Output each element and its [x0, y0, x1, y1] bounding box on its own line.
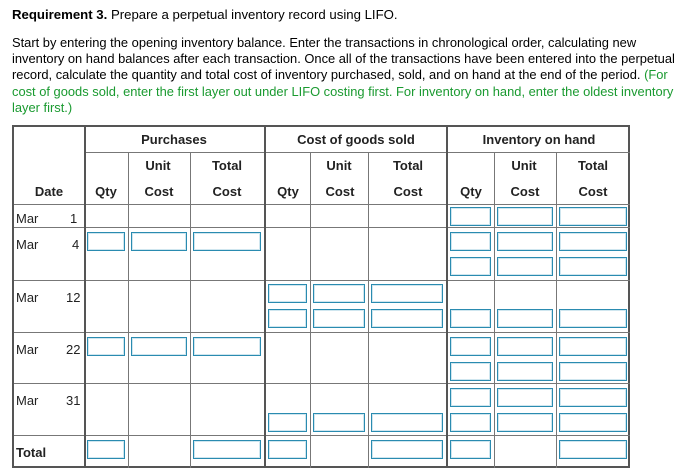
cogs-qty-label: Qty [277, 184, 299, 199]
input-ic-19[interactable] [497, 309, 553, 328]
cogs-total-label: Total [392, 158, 424, 173]
grid-line [264, 127, 266, 468]
input-pt-40[interactable] [193, 440, 261, 459]
input-cc-15[interactable] [313, 309, 365, 328]
input-iq-43[interactable] [450, 440, 491, 459]
header-cogs: Cost of goods sold [297, 132, 415, 147]
input-cc-34[interactable] [313, 413, 365, 432]
grid-line [556, 152, 557, 468]
requirement-label: Requirement 3. [12, 7, 108, 22]
input-ic-8[interactable] [497, 232, 553, 251]
input-cq-33[interactable] [268, 413, 307, 432]
input-pt-23[interactable] [193, 337, 261, 356]
input-ic-31[interactable] [497, 388, 553, 407]
cogs-unit-label: Unit [326, 158, 352, 173]
input-ic-26[interactable] [497, 337, 553, 356]
grid-line [84, 127, 86, 468]
inv-total-label: Total [577, 158, 609, 173]
row-mar1-day: 1 [70, 211, 78, 226]
input-cq-41[interactable] [268, 440, 307, 459]
input-ct-16[interactable] [371, 284, 443, 303]
input-it-10[interactable] [559, 232, 627, 251]
input-ct-17[interactable] [371, 309, 443, 328]
input-ic-27[interactable] [497, 362, 553, 381]
input-iq-0[interactable] [450, 207, 491, 226]
input-it-28[interactable] [559, 337, 627, 356]
input-it-2[interactable] [559, 207, 627, 226]
requirement-heading [12, 7, 398, 22]
grid-line [14, 383, 630, 384]
grid-line [128, 152, 129, 468]
grid-line [190, 152, 191, 468]
input-ic-37[interactable] [497, 413, 553, 432]
grid-line [494, 152, 495, 468]
row-mar22-day: 22 [66, 342, 81, 357]
perpetual-inventory-table [12, 125, 630, 468]
requirement-text: Prepare a perpetual inventory record using LIFO. [107, 7, 398, 22]
input-ct-42[interactable] [371, 440, 443, 459]
grid-line [14, 204, 630, 205]
input-it-20[interactable] [559, 309, 627, 328]
input-cq-12[interactable] [268, 284, 307, 303]
purchases-cost-label: Cost [144, 184, 174, 199]
header-inventory-on-hand: Inventory on hand [482, 132, 596, 147]
input-iq-18[interactable] [450, 309, 491, 328]
grid-line [84, 152, 630, 153]
row-mar31-day: 31 [66, 393, 81, 408]
instructions-main: Start by entering the opening inventory balance. Enter the transactions in chronological order, calculating new inventory on hand balances after each transaction. Once all of the transactions have been entered into the perpetual record, calculate the quantity and total cost of inventory purchased, sold, and on hand at the end of the period. [12, 35, 675, 83]
row-mar4-day: 4 [72, 237, 80, 252]
input-it-38[interactable] [559, 413, 627, 432]
row-mar4-month: Mar [16, 237, 39, 252]
header-purchases: Purchases [141, 132, 207, 147]
input-iq-25[interactable] [450, 362, 491, 381]
instructions [12, 35, 688, 116]
grid-line [446, 127, 448, 468]
input-ct-35[interactable] [371, 413, 443, 432]
input-cq-13[interactable] [268, 309, 307, 328]
inv-total-cost-label: Cost [578, 184, 608, 199]
cogs-total-cost-label: Cost [393, 184, 423, 199]
input-it-32[interactable] [559, 388, 627, 407]
input-cc-14[interactable] [313, 284, 365, 303]
grid-line [14, 332, 630, 333]
input-ic-9[interactable] [497, 257, 553, 276]
instructions-note: (For cost of goods sold, enter the first layer out under LIFO costing first. For inventory on hand, enter the oldest inventory layer first.) [12, 67, 674, 115]
input-pq-39[interactable] [87, 440, 125, 459]
input-it-44[interactable] [559, 440, 627, 459]
input-it-29[interactable] [559, 362, 627, 381]
date-header: Date [34, 184, 64, 199]
purchases-qty-label: Qty [95, 184, 117, 199]
row-mar31-month: Mar [16, 393, 39, 408]
cogs-cost-label: Cost [325, 184, 355, 199]
inv-qty-label: Qty [460, 184, 482, 199]
input-iq-30[interactable] [450, 388, 491, 407]
row-mar1-month: Mar [16, 211, 39, 226]
input-it-11[interactable] [559, 257, 627, 276]
grid-line [14, 227, 630, 228]
input-iq-7[interactable] [450, 257, 491, 276]
input-iq-24[interactable] [450, 337, 491, 356]
input-pq-3[interactable] [87, 232, 125, 251]
inv-cost-label: Cost [510, 184, 540, 199]
row-mar22-month: Mar [16, 342, 39, 357]
input-ic-1[interactable] [497, 207, 553, 226]
row-mar12-day: 12 [66, 290, 81, 305]
input-pq-21[interactable] [87, 337, 125, 356]
input-iq-6[interactable] [450, 232, 491, 251]
input-pc-4[interactable] [131, 232, 187, 251]
inv-unit-label: Unit [511, 158, 537, 173]
input-iq-36[interactable] [450, 413, 491, 432]
total-row-label: Total [16, 445, 47, 460]
grid-line [14, 280, 630, 281]
purchases-total-label: Total [211, 158, 243, 173]
input-pt-5[interactable] [193, 232, 261, 251]
input-pc-22[interactable] [131, 337, 187, 356]
row-mar12-month: Mar [16, 290, 39, 305]
grid-line [310, 152, 311, 468]
purchases-total-cost-label: Cost [212, 184, 242, 199]
grid-line [368, 152, 369, 468]
grid-line [14, 435, 630, 436]
purchases-unit-label: Unit [145, 158, 171, 173]
